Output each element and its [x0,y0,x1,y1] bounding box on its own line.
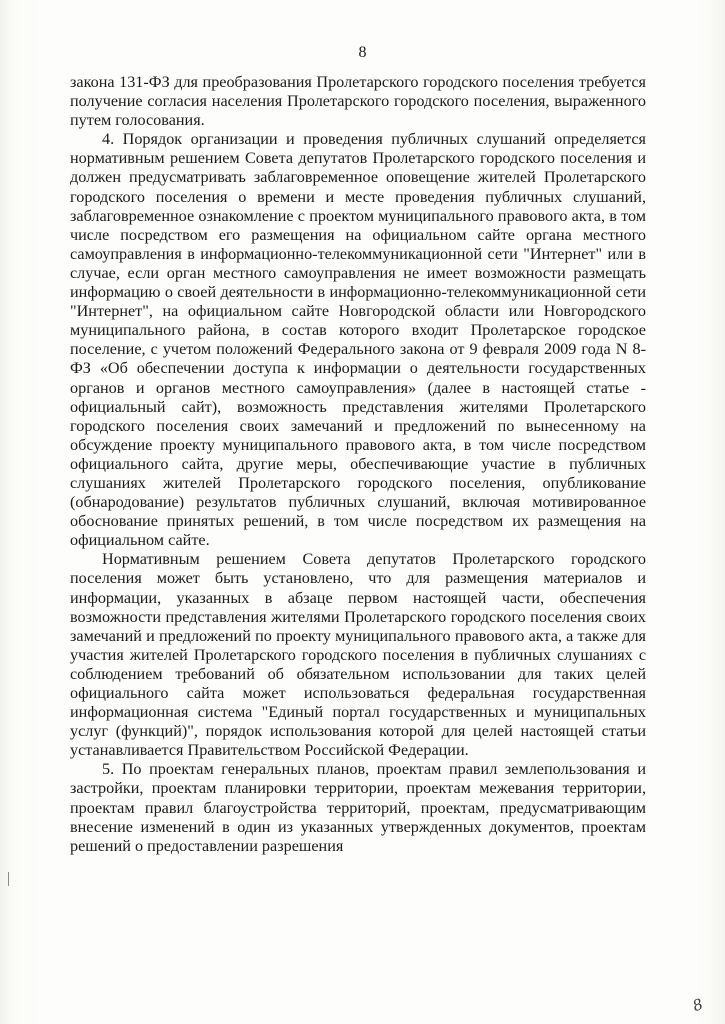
paragraph-continuation: закона 131-ФЗ для преобразования Пролетарского городского поселения требуется получение согласия населения Пролетарского городского поселения, выраженного путем голосования. [70,73,646,130]
paragraph-normative-decision: Нормативным решением Совета депутатов Пролетарского городского поселения может быть установлено, что для размещения материалов и информации, указанных в абзаце первом настоящей части, обеспечения возможности представления жителями Пролетарского городского поселения своих замечаний и предложений по проекту муниципального правового акта, а также для участия жителей Пролетарского городского поселения в публичных слушаниях с соблюдением требований об обязательном использовании для таких целей официального сайта может использоваться федеральная государственная информационная система "Единый портал государственных и муниципальных услуг (функций)", порядок использования которой для целей настоящей статьи устанавливается Правительством Российской Федерации. [70,550,646,760]
paragraph-item-5: 5. По проектам генеральных планов, проектам правил землепользования и застройки, проектам планировки территории, проектам межевания территории, проектам правил благоустройства территорий, проектам, предусматривающим внесение изменений в один из указанных утвержденных документов, проектам решений о предоставлении разрешения [70,760,646,855]
handwritten-page-mark: 8 [690,994,706,1016]
paragraph-item-4: 4. Порядок организации и проведения публичных слушаний определяется нормативным решением Совета депутатов Пролетарского городского поселения и должен предусматривать заблаговременное оповещение жителей Пролетарского городского поселения о времени и месте проведения публичных слушаний, заблаговременное ознакомление с проектом муниципального правового акта, в том числе посредством его размещения на официальном сайте органа местного самоуправления в информационно-телекоммуникационной сети "Интернет" или в случае, если орган местного самоуправления не имеет возможности размещать информацию о своей деятельности в информационно-телекоммуникационной сети "Интернет", на официальном сайте Новгородской области или Новгородского муниципального района, в состав которого входит Пролетарское городское поселение, с учетом положений Федерального закона от 9 февраля 2009 года N 8-ФЗ «Об обеспечении доступа к информации о деятельности государственных органов и органов местного самоуправления» (далее в настоящей статье - официальный сайт), возможность представления жителями Пролетарского городского поселения своих замечаний и предложений по вынесенному на обсуждение проекту муниципального правового акта, в том числе посредством официального сайта, другие меры, обеспечивающие участие в публичных слушаниях жителей Пролетарского городского поселения, опубликование (обнародование) результатов публичных слушаний, включая мотивированное обоснование принятых решений, в том числе посредством их размещения на официальном сайте. [70,130,646,550]
body-text [70,73,646,856]
page-number: 8 [358,44,367,61]
scan-speck [8,872,9,886]
